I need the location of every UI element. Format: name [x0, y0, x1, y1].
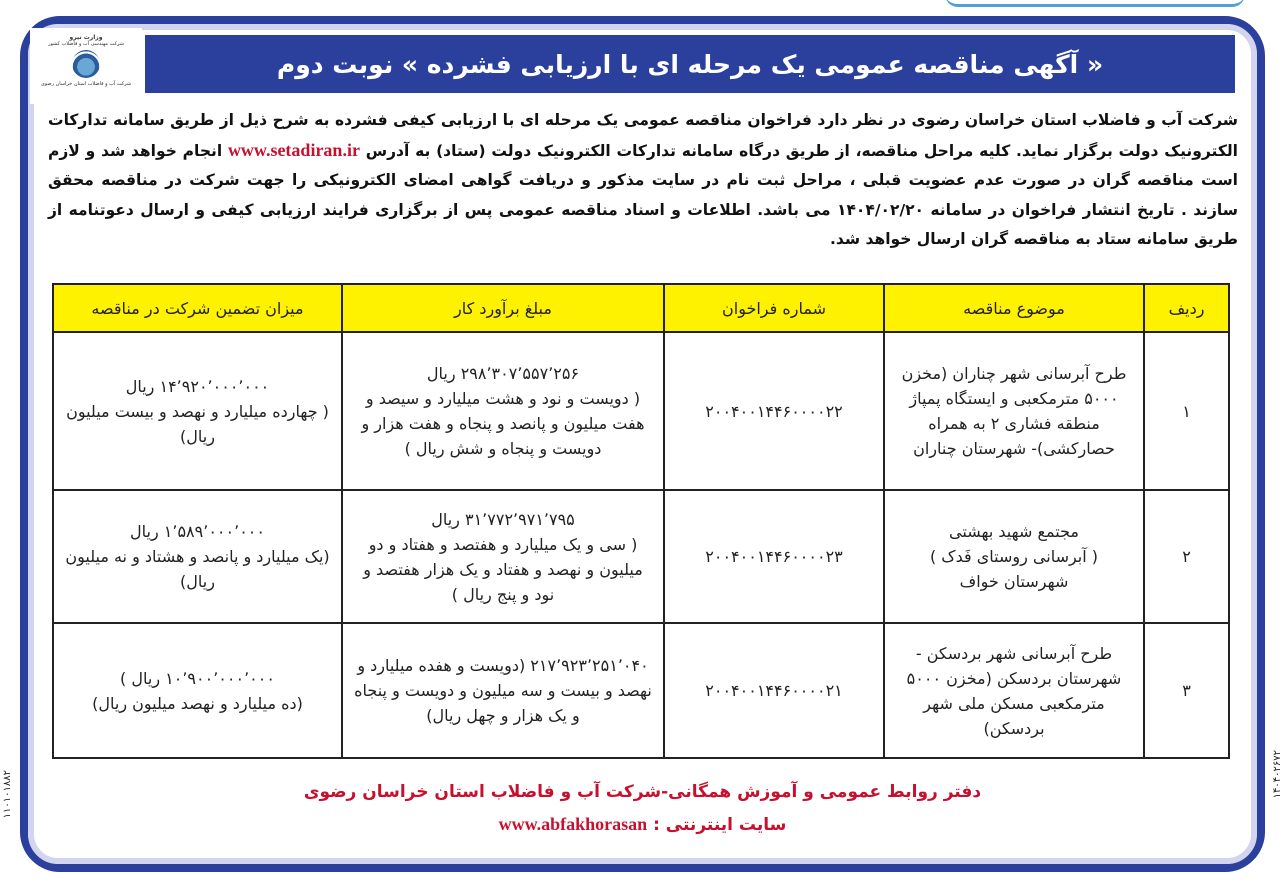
cell-subject: طرح آبرسانی شهر بردسکن - شهرستان بردسکن (مخزن ۵۰۰۰ مترمکعبی مسکن ملی شهر بردسکن) [884, 623, 1144, 758]
logo-subtitle: شرکت مهندسی آب و فاضلاب کشور [48, 41, 124, 47]
intro-text-2: انجام خواهد شد و لازم است مناقصه گران در صورت عدم عضویت قبلی ، مراحل ثبت نام در سایت مذکور و دریافت گواهی امضای الکترونیکی را جهت شرکت در مناقصه محقق سازند . تاریخ انتشار فراخوان در سامانه ۱۴۰۴/۰۲/۲۰ می باشد. اطلاعات و اسناد مناقصه عمومی پس از برگزاری فرایند ارزیابی کیفی و ارسال دعوتنامه از طریق سامانه ستاد به مناقصه گران ارسال خواهد شد. [48, 141, 1238, 248]
title-banner [145, 35, 1235, 93]
header-row-number: ردیف [1144, 284, 1229, 332]
cell-call-number: ۲۰۰۴۰۰۱۴۴۶۰۰۰۰۲۲ [664, 332, 884, 490]
cell-estimate: ۲۹۸٬۳۰۷٬۵۵۷٬۲۵۶ ریال ( دویست و نود و هشت میلیارد و سیصد و هفت میلیون و پانصد و پنجاه و هفت هزار و دویست و پنجاه و شش ریال ) [342, 332, 664, 490]
cell-row-number: ۳ [1144, 623, 1229, 758]
header-estimate: مبلغ برآورد کار [342, 284, 664, 332]
website-link[interactable]: www.abfakhorasan [498, 814, 648, 834]
intro-paragraph [48, 106, 1238, 255]
page-title: « آگهی مناقصه عمومی یک مرحله ای با ارزیابی فشرده » نوبت دوم [276, 49, 1104, 79]
side-code-right: ۱۴۰۴۰۲۶۷۲ [1272, 750, 1283, 799]
footer-office: دفتر روابط عمومی و آموزش همگانی-شرکت آب و فاضلاب استان خراسان رضوی [303, 782, 982, 802]
cell-row-number: ۲ [1144, 490, 1229, 623]
logo-ministry: وزارت نیرو [69, 34, 103, 41]
intro-text-1: شرکت آب و فاضلاب استان خراسان رضوی در نظر دارد فراخوان مناقصه عمومی یک مرحله ای با ارزیابی کیفی فشرده به شرح ذیل از طریق سامانه تدارکات الکترونیک دولت برگزار نماید. کلیه مراحل مناقصه، از طریق درگاه سامانه تدارکات الکترونیک دولت (ستاد) به آدرس [48, 111, 1238, 160]
water-emblem-icon [72, 50, 100, 78]
cell-guarantee: ۱۰٬۹۰۰٬۰۰۰٬۰۰۰ ریال ) (ده میلیارد و نهصد میلیون ریال) [53, 623, 342, 758]
cell-call-number: ۲۰۰۴۰۰۱۴۴۶۰۰۰۰۲۱ [664, 623, 884, 758]
logo-company: شرکت آب و فاضلاب استان خراسان رضوی [40, 81, 132, 87]
cell-subject: مجتمع شهید بهشتی ( آبرسانی روستای فَدک ) شهرستان خواف [884, 490, 1144, 623]
table-row [53, 490, 1229, 623]
tender-table [52, 283, 1230, 759]
header-call-number: شماره فراخوان [664, 284, 884, 332]
cell-guarantee: ۱٬۵۸۹٬۰۰۰٬۰۰۰ ریال (یک میلیارد و پانصد و هشتاد و نه میلیون ریال) [53, 490, 342, 623]
top-edge [0, 0, 1285, 8]
table-header-row [53, 284, 1229, 332]
setad-link[interactable]: www.setadiran.ir [227, 139, 360, 160]
cell-estimate: ۳۱٬۷۷۲٬۹۷۱٬۷۹۵ ریال ( سی و یک میلیارد و هفتصد و هفتاد و دو میلیون و نهصد و هفتاد و یک هزار هفتصد و نود و پنج ریال ) [342, 490, 664, 623]
cell-call-number: ۲۰۰۴۰۰۱۴۴۶۰۰۰۰۲۳ [664, 490, 884, 623]
website-label: سایت اینترنتی : [653, 815, 787, 835]
footer-website [0, 814, 1285, 835]
company-logo [30, 28, 142, 104]
table-row [53, 332, 1229, 490]
cell-row-number: ۱ [1144, 332, 1229, 490]
table-row [53, 623, 1229, 758]
header-subject: موضوع مناقصه [884, 284, 1144, 332]
cell-subject: طرح آبرسانی شهر چناران (مخزن ۵۰۰۰ مترمکعبی و ایستگاه پمپاژ منطقه فشاری ۲ به همراه حصارکشی)- شهرستان چناران [884, 332, 1144, 490]
side-code-left: ۱۱۰۱۰۱۸۸۲ [2, 770, 13, 819]
cell-guarantee: ۱۴٬۹۲۰٬۰۰۰٬۰۰۰ ریال ( چهارده میلیارد و نهصد و بیست میلیون ریال) [53, 332, 342, 490]
cell-estimate: ۲۱۷٬۹۲۳٬۲۵۱٬۰۴۰ (دویست و هفده میلیارد و نهصد و بیست و سه میلیون و دویست و پنجاه و یک هزار و چهل ریال) [342, 623, 664, 758]
header-guarantee: میزان تضمین شرکت در مناقصه [53, 284, 342, 332]
